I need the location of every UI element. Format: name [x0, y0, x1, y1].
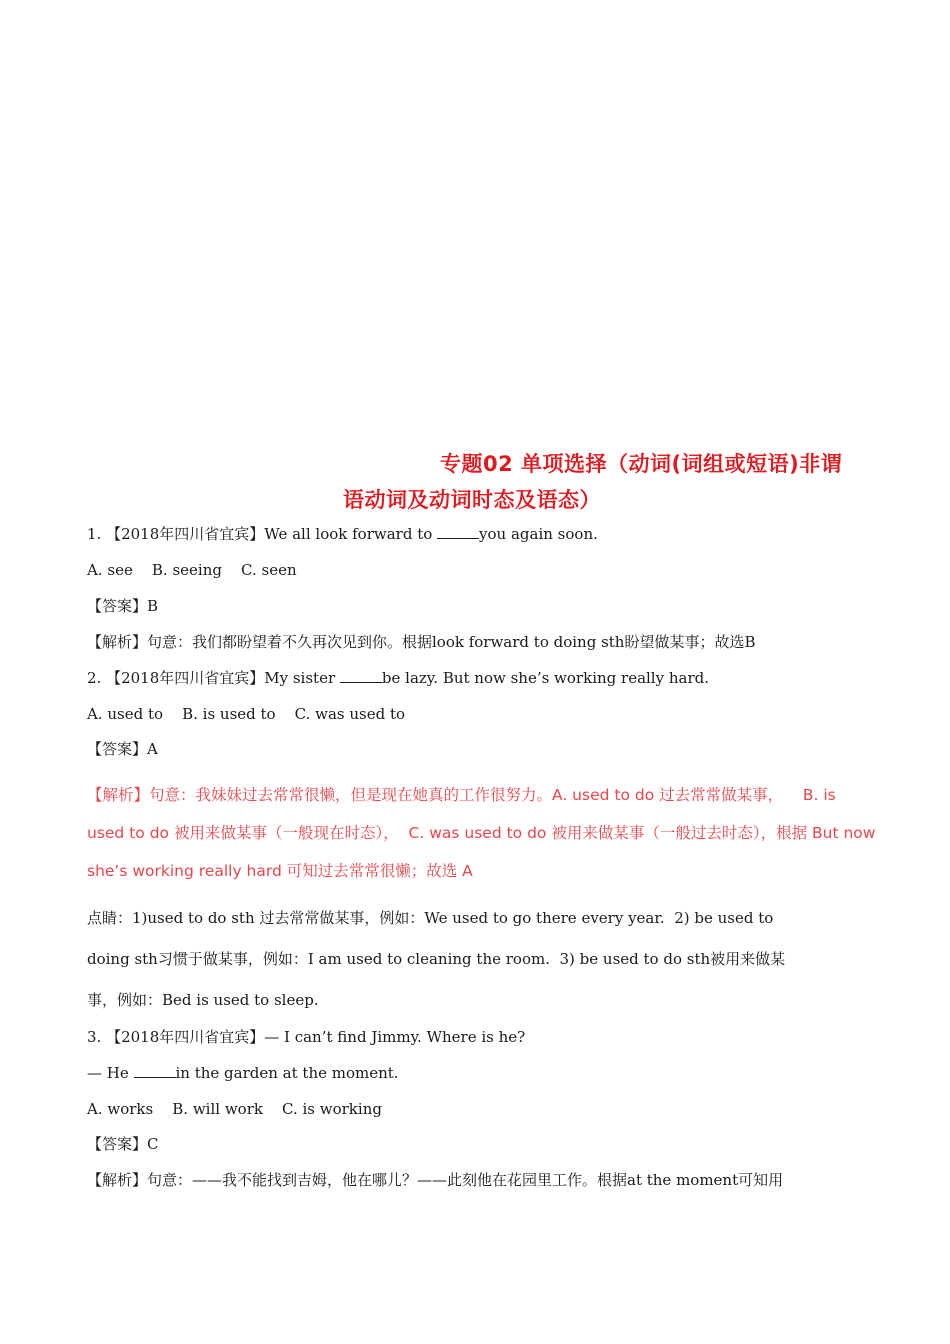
question-3-answer: 【答案】C: [87, 1135, 159, 1153]
answer-blank: [134, 1063, 176, 1078]
question-3-line-2-after: in the garden at the moment.: [175, 1064, 399, 1082]
question-2-tip-line-2: doing sth习惯于做某事，例如：I am used to cleaning the room. 3) be used to do sth被用来做某: [87, 950, 786, 968]
question-2-analysis-line-3: she’s working really hard 可知过去常常很懒；故选 A: [87, 862, 473, 880]
question-3-line-2-before: — He: [87, 1064, 134, 1082]
question-2-stem-before: 2. 【2018年四川省宜宾】My sister: [87, 669, 340, 687]
answer-blank: [340, 668, 382, 683]
question-2-stem-after: be lazy. But now she’s working really hard.: [381, 669, 709, 687]
document-title-line-1: 专题02 单项选择（动词(词组或短语)非谓: [440, 452, 843, 476]
question-2-tip-line-1: 点睛：1)used to do sth 过去常常做某事，例如：We used to go there every year. 2) be used to: [87, 909, 774, 927]
document-title-line-2: 语动词及动词时态及语态）: [343, 488, 601, 512]
question-1-answer: 【答案】B: [87, 597, 159, 615]
question-3-analysis: 【解析】句意：——我不能找到吉姆，他在哪儿？——此刻他在花园里工作。根据at the moment可知用: [87, 1171, 784, 1189]
question-3-options: A. works B. will work C. is working: [87, 1100, 382, 1118]
question-2-analysis-line-1: 【解析】句意：我妹妹过去常常很懒，但是现在她真的工作很努力。A. used to do 过去常常做某事， B. is: [87, 786, 836, 804]
question-2-options: A. used to B. is used to C. was used to: [87, 705, 406, 723]
question-2-analysis-line-2: used to do 被用来做某事（一般现在时态）， C. was used to do 被用来做某事（一般过去时态），根据 But now: [87, 824, 876, 842]
question-3-line-2: [87, 1063, 399, 1083]
question-2-stem: [87, 668, 709, 688]
question-1-options: A. see B. seeing C. seen: [87, 561, 297, 579]
question-1-stem: [87, 524, 598, 544]
question-1-analysis: 【解析】句意：我们都盼望着不久再次见到你。根据look forward to doing sth盼望做某事；故选B: [87, 633, 756, 651]
question-1-stem-after: you again soon.: [479, 525, 598, 543]
question-2-answer: 【答案】A: [87, 740, 158, 758]
question-2-tip-line-3: 事，例如：Bed is used to sleep.: [87, 991, 319, 1009]
question-3-stem: 3. 【2018年四川省宜宾】— I can’t find Jimmy. Where is he?: [87, 1028, 526, 1046]
answer-blank: [437, 524, 479, 539]
question-1-stem-before: 1. 【2018年四川省宜宾】We all look forward to: [87, 525, 438, 543]
